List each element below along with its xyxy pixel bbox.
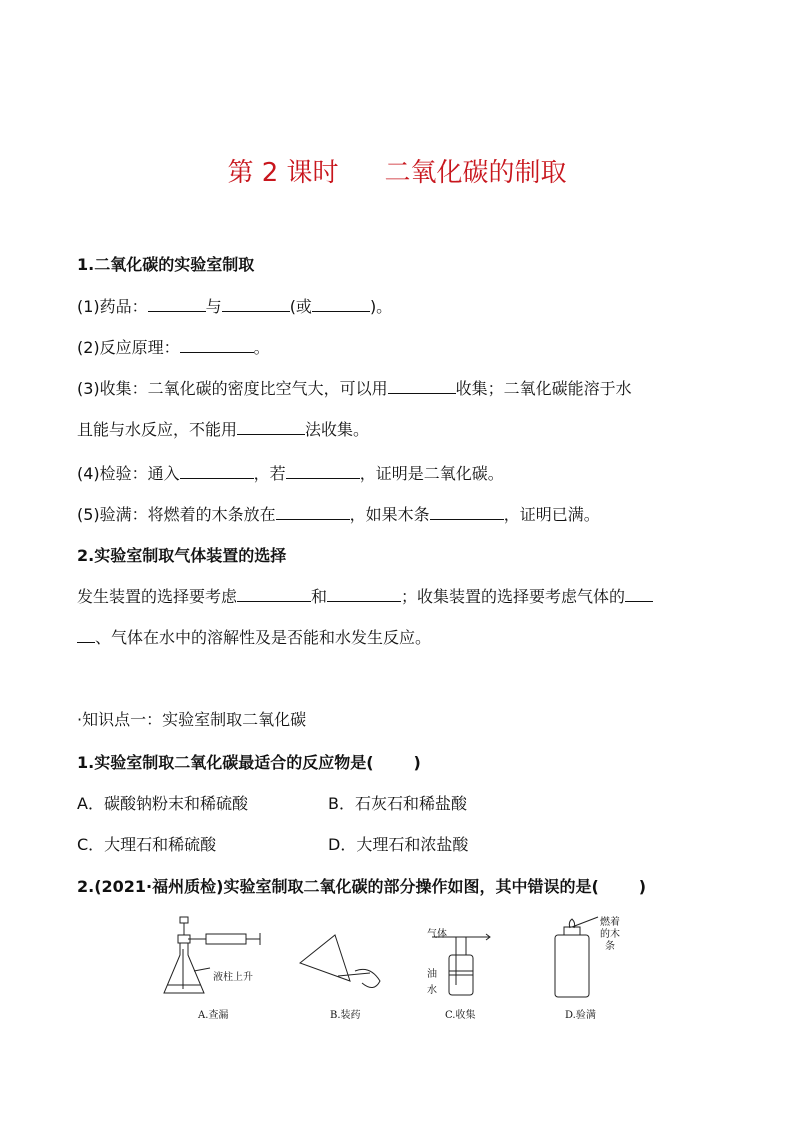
- caption-d: D.验满: [565, 1010, 596, 1021]
- text: 收集；二氧化碳能溶于水: [455, 379, 632, 398]
- blank: [180, 464, 254, 479]
- device-line-2: [77, 627, 431, 649]
- section-2-heading: 2.实验室制取气体装置的选择: [77, 546, 287, 565]
- test-line: [77, 463, 504, 485]
- caption-b: B.装药: [330, 1010, 361, 1021]
- text: (2)反应原理：: [77, 338, 180, 357]
- gas-label: 气体: [427, 929, 447, 940]
- device-line-1: [77, 586, 653, 608]
- blank: [222, 297, 290, 312]
- blank: [237, 587, 311, 602]
- text: ，若: [253, 464, 286, 483]
- q1-stem: [77, 752, 421, 774]
- liquid-rise-label: 液柱上升: [213, 972, 253, 983]
- q1-option-a: A．碳酸钠粉末和稀硫酸: [77, 794, 248, 813]
- q1-option-c: C．大理石和稀硫酸: [77, 835, 217, 854]
- text: 且能与水反应，不能用: [77, 420, 238, 439]
- text: )。: [369, 297, 393, 316]
- collect-line-2: [77, 419, 369, 441]
- experiment-figure: [150, 913, 650, 1023]
- text: 与: [205, 297, 222, 316]
- text: ；收集装置的选择要考虑气体的: [401, 587, 626, 606]
- verify-bottle-drawing: [555, 917, 598, 997]
- blank: [286, 464, 360, 479]
- caption-c: C.收集: [445, 1010, 476, 1021]
- burning-label-3: 条: [605, 941, 615, 952]
- text: 法收集。: [305, 420, 370, 439]
- collect-line-1: [77, 378, 632, 400]
- q1-option-d: D．大理石和浓盐酸: [328, 835, 469, 854]
- text: 2.(2021·福州质检)实验室制取二氧化碳的部分操作如图，其中错误的是(: [77, 877, 599, 896]
- text: 1.实验室制取二氧化碳最适合的反应物是(: [77, 753, 374, 772]
- text: ，证明是二氧化碳。: [359, 464, 504, 483]
- caption-a: A.查漏: [198, 1010, 229, 1021]
- blank: [327, 587, 401, 602]
- text: (1)药品：: [77, 297, 148, 316]
- test-tube-drawing: [300, 935, 380, 988]
- blank: [148, 297, 206, 312]
- burning-label-2: 的木: [600, 929, 620, 940]
- page-title: [0, 152, 794, 189]
- blank: [625, 587, 653, 602]
- text: (或: [289, 297, 312, 316]
- full-line: [77, 504, 600, 526]
- knowledge-point-label: ·知识点一：实验室制取二氧化碳: [77, 710, 307, 729]
- oil-label: 油: [427, 969, 437, 980]
- text: 、气体在水中的溶解性及是否能和水发生反应。: [95, 628, 432, 647]
- text: (5)验满：将燃着的木条放在: [77, 505, 276, 524]
- text: (3)收集：二氧化碳的密度比空气大，可以用: [77, 379, 388, 398]
- burning-label-1: 燃着: [600, 917, 620, 928]
- text: ，如果木条: [349, 505, 430, 524]
- blank: [180, 338, 254, 353]
- text: (4)检验：通入: [77, 464, 180, 483]
- text: 。: [253, 338, 270, 357]
- principle-line: [77, 337, 270, 359]
- section-1-heading: 1.二氧化碳的实验室制取: [77, 255, 255, 274]
- drug-line: [77, 296, 392, 318]
- text: ): [638, 877, 647, 896]
- blank: [312, 297, 370, 312]
- text: 发生装置的选择要考虑: [77, 587, 238, 606]
- text: ，证明已满。: [503, 505, 600, 524]
- blank: [430, 505, 504, 520]
- title-topic: 二氧化碳的制取: [384, 158, 567, 188]
- blank: [77, 628, 95, 643]
- q2-stem: [77, 876, 646, 898]
- text: ): [413, 753, 421, 772]
- blank: [276, 505, 350, 520]
- blank: [237, 420, 305, 435]
- blank: [388, 379, 456, 394]
- title-lesson: 第 2 课时: [227, 158, 339, 188]
- q1-option-b: B．石灰石和稀盐酸: [328, 794, 467, 813]
- text: 和: [311, 587, 328, 606]
- water-label: 水: [427, 985, 437, 996]
- gas-bottle-drawing: [432, 934, 490, 995]
